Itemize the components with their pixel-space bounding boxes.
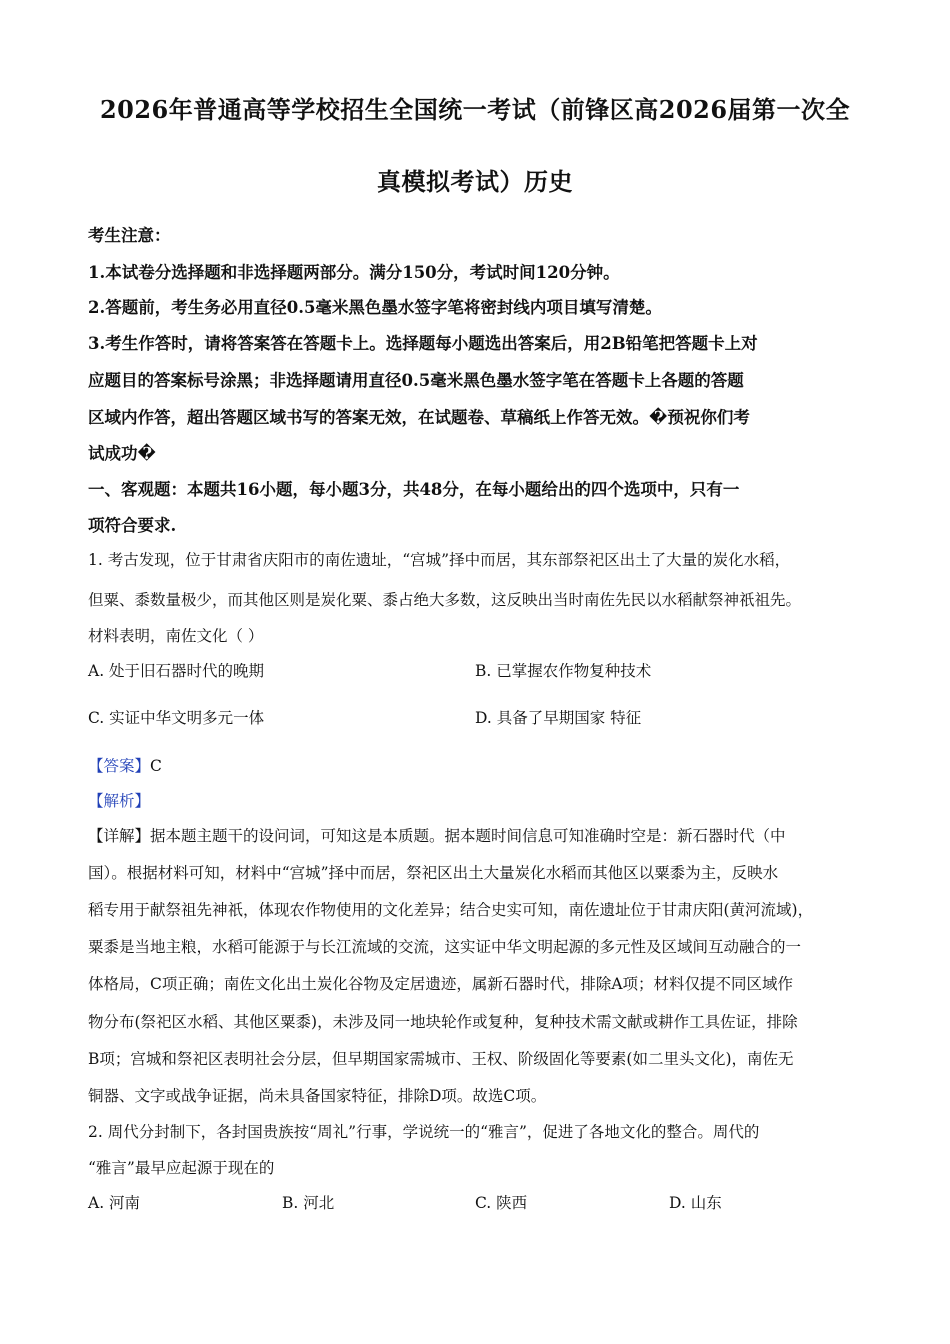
q2-option-d: D. 山东 — [669, 1194, 722, 1212]
q1-detail-line-4: 粟黍是当地主粮，水稻可能源于与长江流域的交流，这实证中华文明起源的多元性及区域间互动融合的一 — [88, 938, 802, 956]
q1-option-d: D. 具备了早期国家 特征 — [475, 709, 642, 727]
notice-item-3-line-3: 区域内作答，超出答题区域书写的答案无效，在试题卷、草稿纸上作答无效。�预祝你们考 — [88, 408, 750, 427]
section-heading-line-1: 一、客观题：本题共16小题，每小题3分，共48分，在每小题给出的四个选项中，只有一 — [88, 480, 740, 499]
q2-option-c: C. 陕西 — [475, 1194, 528, 1212]
q1-option-a: A. 处于旧石器时代的晚期 — [88, 662, 265, 680]
q1-detail-line-3: 稻专用于献祭祖先神祇，体现农作物使用的文化差异；结合史实可知，南佐遗址位于甘肃庆阳(黄河流域)， — [88, 901, 814, 919]
q1-stem-line-1: 1. 考古发现，位于甘肃省庆阳市的南佐遗址，“宫城”择中而居，其东部祭祀区出土了大量的炭化水稻， — [88, 551, 791, 569]
answer-label: 【答案】 — [88, 757, 151, 775]
q2-stem-line-1: 2. 周代分封制下，各封国贵族按“周礼”行事，学说统一的“雅言”，促进了各地文化的整合。周代的 — [88, 1123, 760, 1141]
q1-option-b: B. 已掌握农作物复种技术 — [475, 662, 652, 680]
notice-item-3-line-2: 应题目的答案标号涂黑；非选择题请用直径0.5毫米黑色墨水签字笔在答题卡上各题的答题 — [88, 371, 744, 390]
notice-item-3-line-4: 试成功� — [88, 444, 156, 463]
exam-title-line-2: 真模拟考试）历史 — [377, 167, 573, 196]
q1-detail-line-8: 铜器、文字或战争证据，尚未具备国家特征，排除D项。故选C项。 — [88, 1087, 547, 1105]
answer-value: C — [150, 757, 162, 775]
q1-detail-line-1: 【详解】据本题主题干的设问词，可知这是本质题。据本题时间信息可知准确时空是：新石器时代（中 — [88, 827, 786, 845]
q1-analysis-label: 【解析】 — [88, 792, 151, 810]
q2-option-b: B. 河北 — [282, 1194, 335, 1212]
notice-item-2: 2.答题前，考生务必用直径0.5毫米黑色墨水签字笔将密封线内项目填写清楚。 — [88, 298, 662, 317]
q1-option-c: C. 实证中华文明多元一体 — [88, 709, 265, 727]
q1-answer — [88, 754, 868, 776]
notice-item-3-line-1: 3.考生作答时，请将答案答在答题卡上。选择题每小题选出答案后，用2B铅笔把答题卡上对 — [88, 334, 758, 353]
q2-stem-line-2: “雅言”最早应起源于现在的 — [88, 1159, 275, 1177]
notice-item-1: 1.本试卷分选择题和非选择题两部分。满分150分，考试时间120分钟。 — [88, 263, 620, 282]
q1-detail-line-7: B项；宫城和祭祀区表明社会分层，但早期国家需城市、王权、阶级固化等要素(如二里头文化)，南佐无 — [88, 1050, 794, 1068]
section-heading-line-2: 项符合要求. — [88, 516, 177, 535]
notice-heading: 考生注意： — [88, 226, 171, 245]
q1-detail-line-5: 体格局，C项正确；南佐文化出土炭化谷物及定居遗迹，属新石器时代，排除A项；材料仅提不同区域作 — [88, 975, 794, 993]
q1-stem-line-3: 材料表明，南佐文化（ ） — [88, 627, 264, 645]
q1-detail-line-6: 物分布(祭祀区水稻、其他区粟黍)，未涉及同一地块轮作或复种，复种技术需文献或耕作工具佐证，排除 — [88, 1013, 798, 1031]
q1-detail-line-2: 国）。根据材料可知，材料中“宫城”择中而居，祭祀区出土大量炭化水稻而其他区以粟黍为主，反映水 — [88, 864, 779, 882]
q1-stem-line-2: 但粟、黍数量极少，而其他区则是炭化粟、黍占绝大多数，这反映出当时南佐先民以水稻献祭神祇祖先。 — [88, 591, 802, 609]
q2-option-a: A. 河南 — [88, 1194, 141, 1212]
exam-title-line-1: 2026年普通高等学校招生全国统一考试（前锋区高2026届第一次全 — [99, 95, 851, 124]
